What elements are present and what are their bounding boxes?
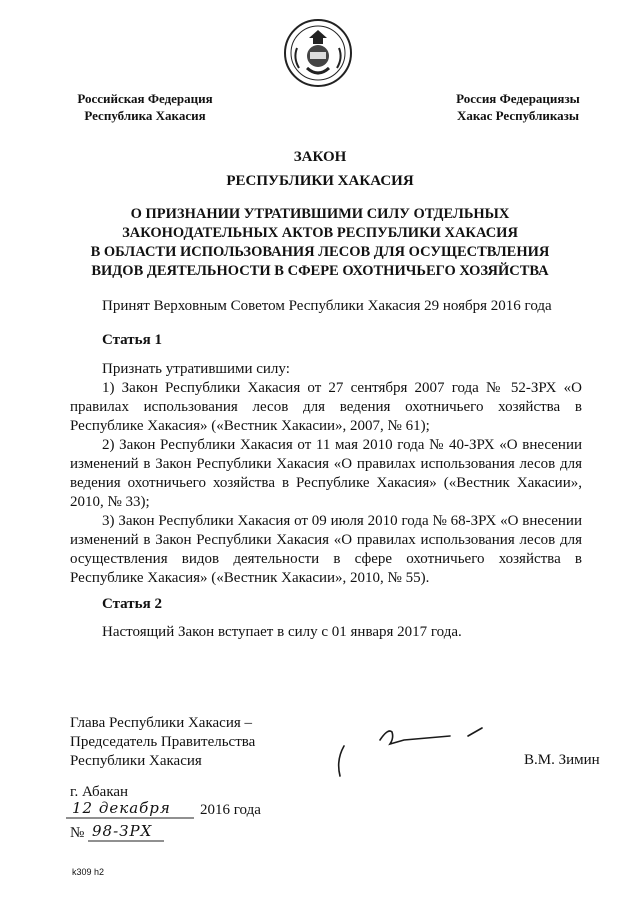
header-right: [448, 90, 588, 124]
number-handwritten: 98-ЗРХ: [92, 822, 153, 840]
law-subtitle-line1: О ПРИЗНАНИИ УТРАТИВШИМИ СИЛУ ОТДЕЛЬНЫХ: [130, 206, 510, 222]
date-underline: [66, 815, 196, 821]
document-code: k309 h2: [72, 867, 105, 877]
article-1-item-1: 1) Закон Республики Хакасия от 27 сентября 2007 года № 52-ЗРХ «О правилах использования лесов для ведения охотничьего хозяйства в Республике Хакасия» («Вестник Хакасии», 2007, № 61);: [70, 380, 582, 434]
law-subtitle-line4: ВИДОВ ДЕЯТЕЛЬНОСТИ В СФЕРЕ ОХОТНИЧЬЕГО ХОЗЯЙСТВА: [91, 263, 549, 279]
law-title-line2: РЕСПУБЛИКИ ХАКАСИЯ: [226, 173, 414, 189]
header-left-line1: Российская Федерация: [77, 91, 213, 106]
law-title-line1: ЗАКОН: [293, 149, 347, 165]
adoption-note: Принят Верховным Советом Республики Хакасия 29 ноября 2016 года: [102, 298, 552, 314]
signatory-position-line3: Республики Хакасия: [70, 753, 202, 769]
header-left-line2: Республика Хакасия: [84, 108, 206, 123]
signatory-position-line1: Глава Республики Хакасия –: [70, 715, 253, 731]
city: г. Абакан: [70, 784, 129, 800]
article-1-heading: Статья 1: [102, 332, 162, 348]
law-title: [60, 147, 580, 191]
article-2-text: Настоящий Закон вступает в силу с 01 января 2017 года.: [102, 624, 462, 640]
article-1-intro: Признать утратившими силу:: [102, 361, 290, 377]
article-2-heading: Статья 2: [102, 596, 162, 612]
law-subtitle: [60, 205, 580, 281]
signatory-name: В.М. Зимин: [524, 752, 600, 768]
header-right-line1: Россия Федерациязы: [456, 91, 580, 106]
law-subtitle-line2: ЗАКОНОДАТЕЛЬНЫХ АКТОВ РЕСПУБЛИКИ ХАКАСИЯ: [122, 225, 518, 241]
number-prefix: №: [70, 825, 85, 841]
signatory-position-line2: Председатель Правительства: [70, 734, 256, 750]
header-left: [70, 90, 220, 124]
date-handwritten: 12 декабря: [72, 799, 171, 817]
coat-of-arms-emblem: [283, 18, 353, 88]
handwritten-signature: [330, 718, 510, 788]
date-year: 2016 года: [200, 802, 261, 818]
law-subtitle-line3: В ОБЛАСТИ ИСПОЛЬЗОВАНИЯ ЛЕСОВ ДЛЯ ОСУЩЕСТВЛЕНИЯ: [90, 244, 550, 260]
article-1-body: [70, 360, 582, 588]
header-right-line2: Хакас Республиказы: [456, 108, 580, 123]
signatory-position: [70, 714, 330, 771]
number-underline: [88, 838, 168, 844]
article-1-item-2: 2) Закон Республики Хакасия от 11 мая 2010 года № 40-ЗРХ «О внесении изменений в Закон Республики Хакасия «О правилах использования лесов для ведения охотничьего хозяйства в Республике Хакасия» («Вестник Хакасии», 2010, № 33);: [70, 437, 582, 510]
article-1-item-3: 3) Закон Республики Хакасия от 09 июля 2010 года № 68-ЗРХ «О внесении изменений в Закон Республики Хакасия «О правилах использования лесов для осуществления видов деятельности в сфере охотничьего хозяйства в Республике Хакасия» («Вестник Хакасии», 2010, № 55).: [70, 513, 582, 586]
